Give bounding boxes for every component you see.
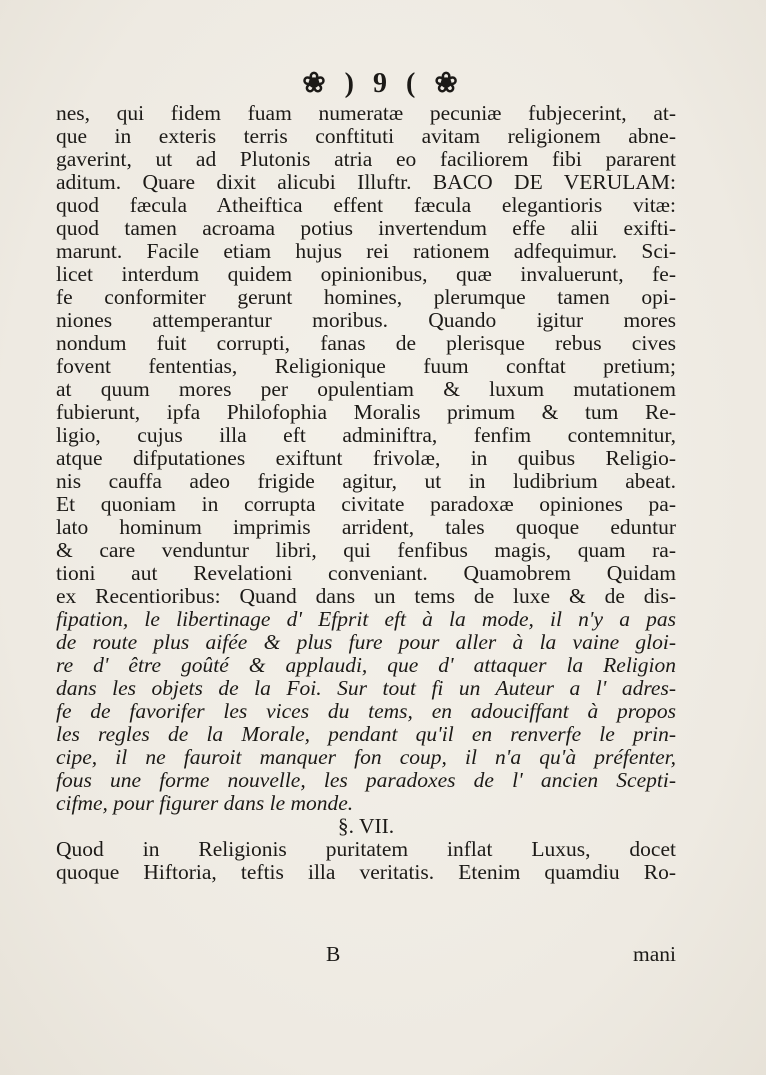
signature-mark: B xyxy=(326,942,341,966)
text-line: aditum. Quare dixit alicubi Illuftr. BACO DE VERULAM: xyxy=(56,170,676,194)
text-line: & care venduntur libri, qui fenfibus magis, quam ra- xyxy=(56,538,676,562)
text-line: dans les objets de la Foi. Sur tout fi un Auteur a l' adres- xyxy=(56,676,676,700)
text-line: de route plus aifée & plus fure pour aller à la vaine gloi- xyxy=(56,630,676,654)
text-line: §. VII. xyxy=(337,814,395,838)
text-line: que in exteris terris conftituti avitam religionem abne- xyxy=(56,124,676,148)
text-line: fubierunt, ipfa Philofophia Moralis primum & tum Re- xyxy=(56,400,676,424)
text-line: gaverint, ut ad Plutonis atria eo faciliorem fibi pararent xyxy=(56,147,676,171)
text-line: lato hominum imprimis arrident, tales quoque eduntur xyxy=(56,515,676,539)
text-line: cipe, il ne fauroit manquer fon coup, il n'a qu'à préfenter, xyxy=(56,745,676,769)
catchword: mani xyxy=(633,942,676,966)
text-line: fipation, le libertinage d' Efprit eft à la mode, il n'y a pas xyxy=(56,607,676,631)
text-line: quoque Hiftoria, teftis illa veritatis. Etenim quamdiu Ro- xyxy=(56,860,676,884)
text-line: marunt. Facile etiam hujus rei rationem adfequimur. Sci- xyxy=(56,239,676,263)
text-line: tioni aut Revelationi conveniant. Quamobrem Quidam xyxy=(56,561,676,585)
text-line: quod tamen acroama potius invertendum effe alii exifti- xyxy=(56,216,676,240)
page-header: ❀ ) 9 ( ❀ xyxy=(302,68,464,99)
text-line: cifme, pour figurer dans le monde. xyxy=(56,791,354,815)
text-line: Quod in Religionis puritatem inflat Luxus, docet xyxy=(56,837,676,861)
text-line: ex Recentioribus: Quand dans un tems de luxe & de dis- xyxy=(56,584,676,608)
text-line: at quum mores per opulentiam & luxum mutationem xyxy=(56,377,676,401)
body-text xyxy=(56,102,676,884)
text-line: niones attemperantur moribus. Quando igitur mores xyxy=(56,308,676,332)
text-line: les regles de la Morale, pendant qu'il en renverfe le prin- xyxy=(56,722,676,746)
text-line: fe de favorifer les vices du tems, en adouciffant à propos xyxy=(56,699,676,723)
text-line: fovent fententias, Religionique fuum conftat pretium; xyxy=(56,354,676,378)
text-line: nondum fuit corrupti, fanas de plerisque rebus cives xyxy=(56,331,676,355)
text-line: fous une forme nouvelle, les paradoxes de l' ancien Scepti- xyxy=(56,768,676,792)
text-line: Et quoniam in corrupta civitate paradoxæ opiniones pa- xyxy=(56,492,676,516)
text-line: ligio, cujus illa eft adminiftra, fenfim contemnitur, xyxy=(56,423,676,447)
text-line: atque difputationes exiftunt frivolæ, in quibus Religio- xyxy=(56,446,676,470)
text-line: re d' être goûté & applaudi, que d' attaquer la Religion xyxy=(56,653,676,677)
text-line: nes, qui fidem fuam numeratæ pecuniæ fubjecerint, at- xyxy=(56,101,676,125)
text-line: quod fæcula Atheiftica effent fæcula elegantioris vitæ: xyxy=(56,193,676,217)
text-line: fe conformiter gerunt homines, plerumque tamen opi- xyxy=(56,285,676,309)
text-line: nis cauffa adeo frigide agitur, ut in ludibrium abeat. xyxy=(56,469,676,493)
text-line: licet interdum quidem opinionibus, quæ invaluerunt, fe- xyxy=(56,262,676,286)
